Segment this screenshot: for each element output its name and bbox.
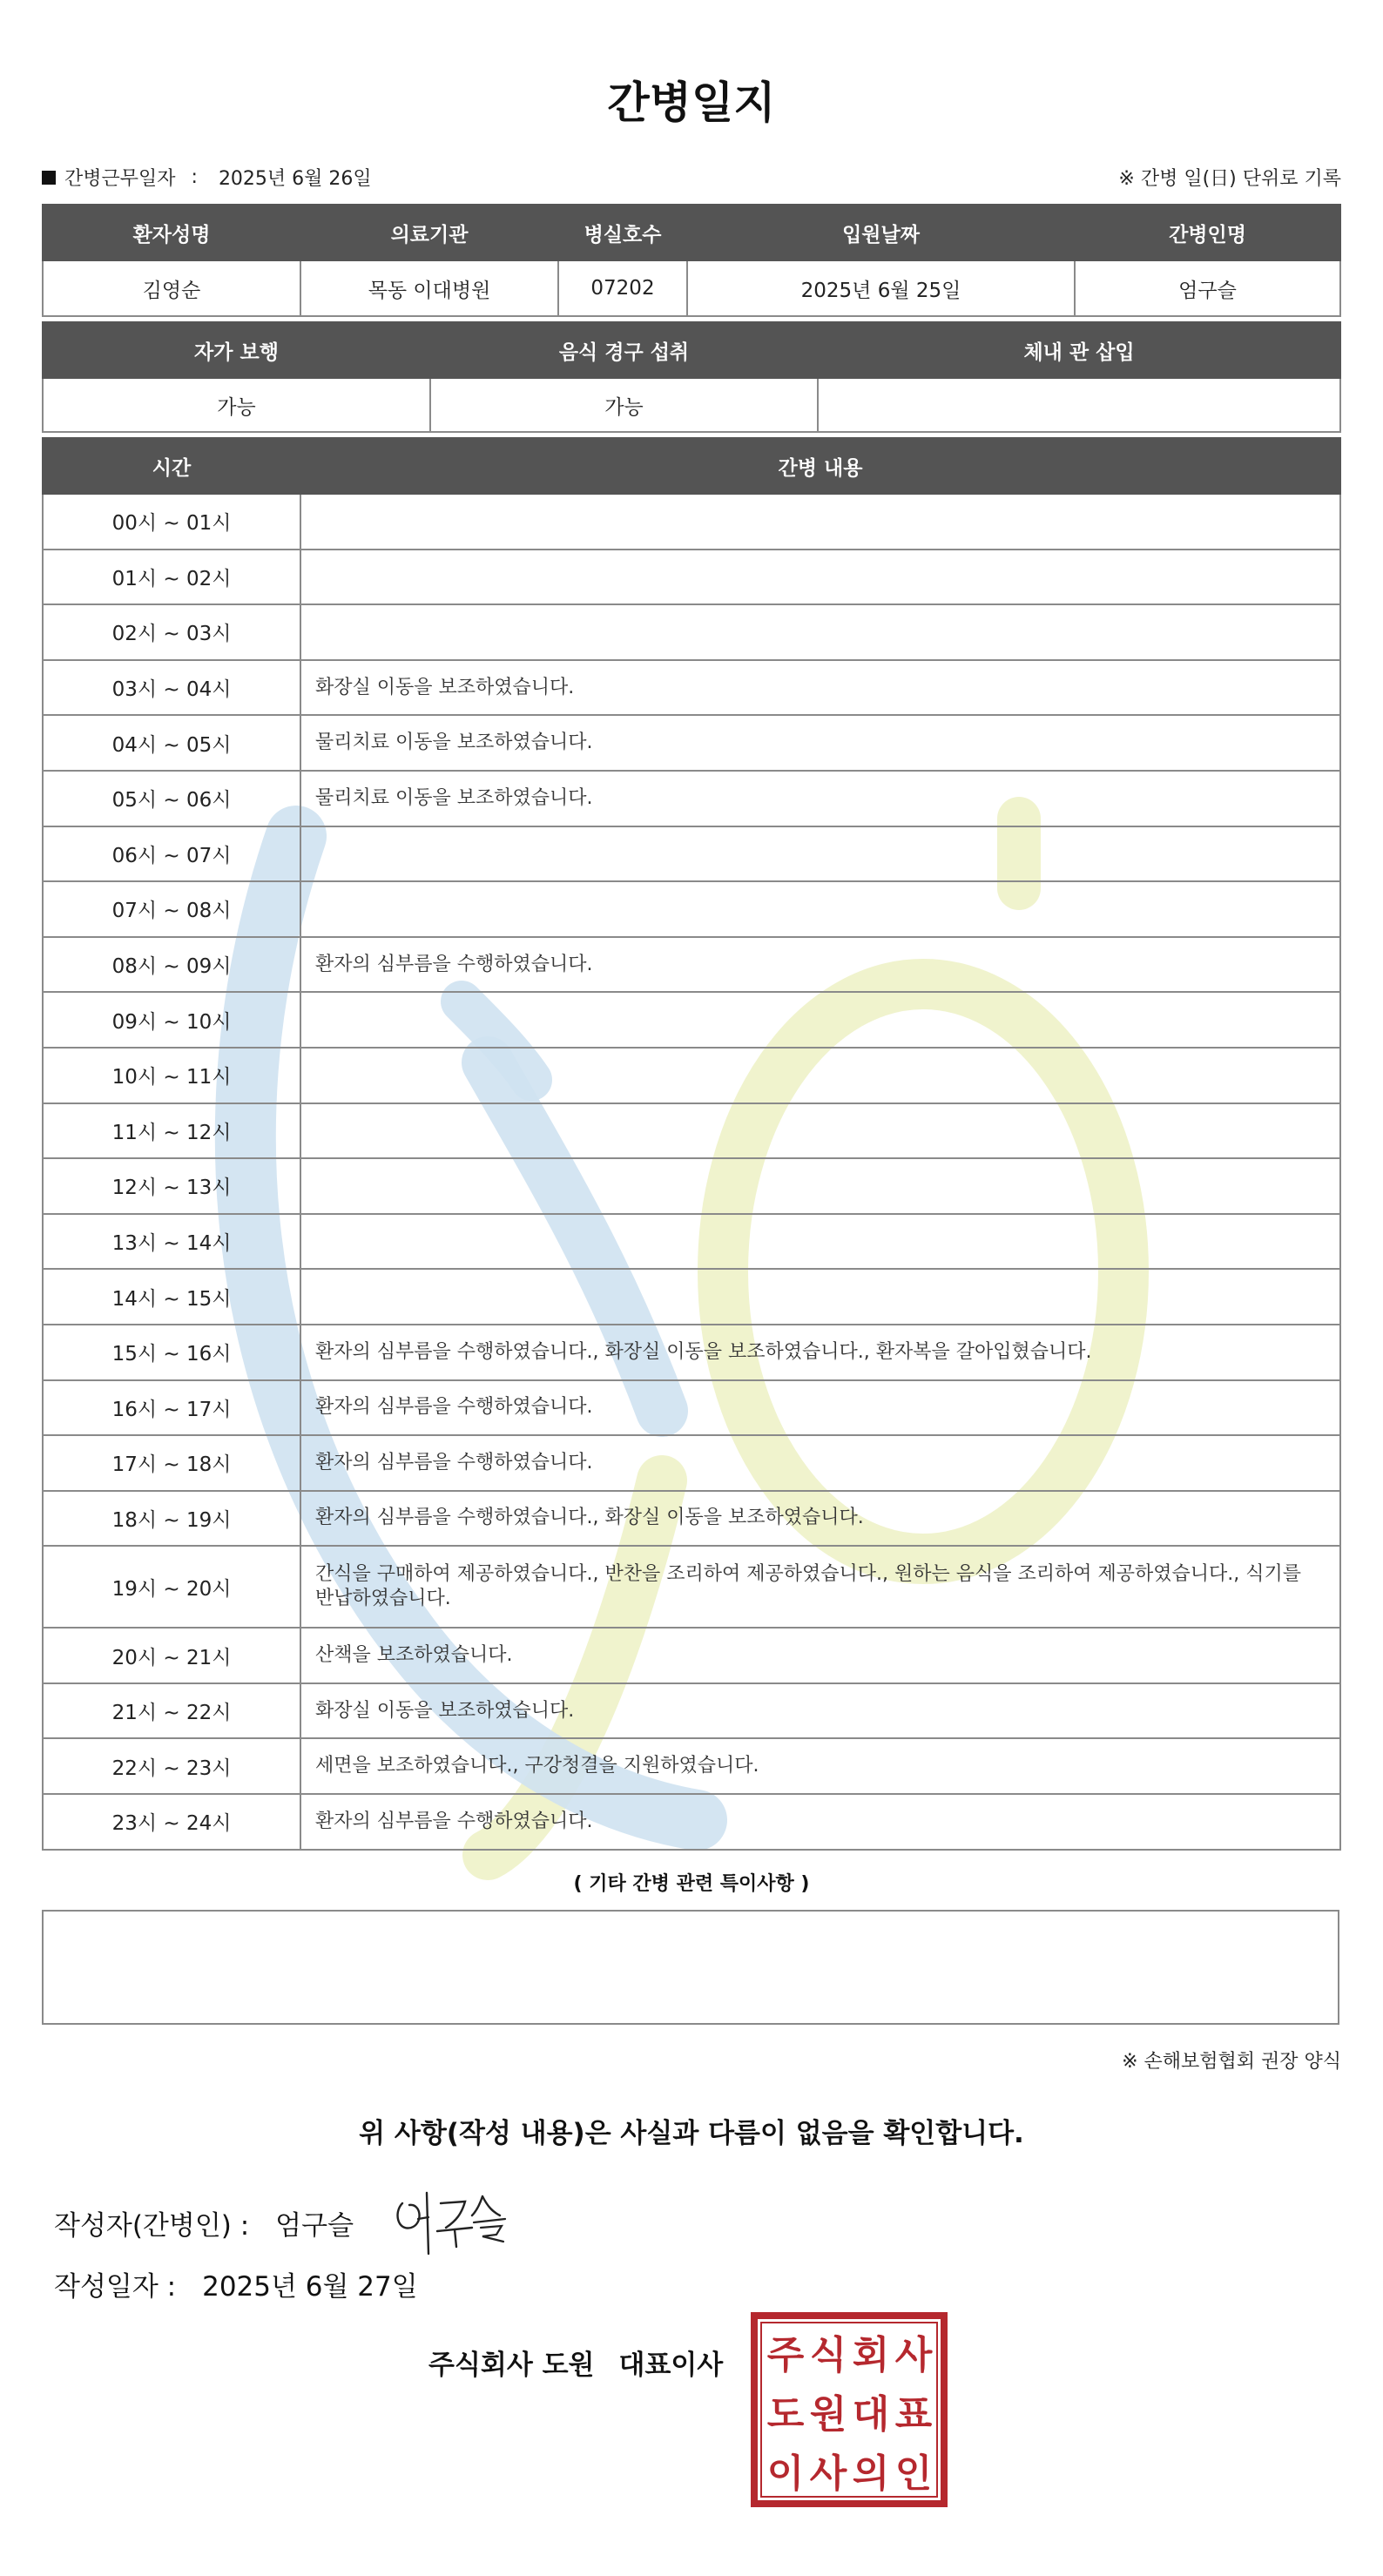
writer-name: 엄구슬 [275, 2210, 354, 2242]
log-time: 05시 ~ 06시 [43, 771, 300, 826]
log-row [43, 494, 1340, 550]
log-time: 22시 ~ 23시 [43, 1738, 300, 1794]
log-time: 03시 ~ 04시 [43, 660, 300, 716]
svg-text:회: 회 [852, 2333, 890, 2377]
log-row [43, 1628, 1340, 1683]
svg-text:인: 인 [894, 2451, 933, 2496]
log-time: 11시 ~ 12시 [43, 1103, 300, 1159]
log-time: 21시 ~ 22시 [43, 1683, 300, 1739]
log-row [43, 1269, 1340, 1325]
log-content: 산책을 보조하였습니다. [300, 1628, 1340, 1683]
write-date-line [54, 2264, 418, 2303]
log-time: 02시 ~ 03시 [43, 604, 300, 660]
svg-text:의: 의 [852, 2451, 890, 2496]
header-room-number: 병실호수 [558, 205, 687, 260]
svg-text:표: 표 [894, 2392, 933, 2437]
svg-text:식: 식 [809, 2333, 847, 2377]
log-content [300, 1269, 1340, 1325]
log-row [43, 1158, 1340, 1214]
remarks-label: ( 기타 간병 관련 특이사항 ) [573, 1873, 810, 1895]
log-content: 환자의 심부름을 수행하였습니다., 화장실 이동을 보조하였습니다. [300, 1491, 1340, 1547]
log-time: 07시 ~ 08시 [43, 881, 300, 937]
log-row [43, 1214, 1340, 1270]
log-time: 16시 ~ 17시 [43, 1380, 300, 1436]
header-patient-name: 환자성명 [43, 205, 300, 260]
log-row [43, 771, 1340, 826]
log-row [43, 937, 1340, 993]
log-time: 18시 ~ 19시 [43, 1491, 300, 1547]
header-tube-insertion: 체내 관 삽입 [818, 322, 1340, 378]
log-content [300, 1048, 1340, 1103]
log-content: 세면을 보조하였습니다., 구강청결을 지원하였습니다. [300, 1738, 1340, 1794]
log-content [300, 1103, 1340, 1159]
svg-text:주: 주 [766, 2333, 805, 2377]
log-time: 08시 ~ 09시 [43, 937, 300, 993]
handwritten-signature [392, 2177, 540, 2256]
hospital-name: 목동 이대병원 [300, 260, 558, 316]
log-time: 10시 ~ 11시 [43, 1048, 300, 1103]
header-time: 시간 [43, 438, 300, 494]
log-row [43, 1738, 1340, 1794]
log-content [300, 604, 1340, 660]
tube-insertion-value [818, 378, 1340, 432]
caregiver-name: 엄구슬 [1075, 260, 1340, 316]
work-date-line [42, 164, 372, 191]
header-caregiver-name: 간병인명 [1075, 205, 1340, 260]
log-content: 환자의 심부름을 수행하였습니다. [300, 1380, 1340, 1436]
log-time: 09시 ~ 10시 [43, 992, 300, 1048]
header-admission-date: 입원날짜 [687, 205, 1075, 260]
log-row [43, 660, 1340, 716]
representative-title: 대표이사 [618, 2350, 724, 2381]
company-name: 주식회사 도원 [428, 2350, 595, 2381]
log-content: 물리치료 이동을 보조하였습니다. [300, 715, 1340, 771]
care-log-table [42, 437, 1341, 1851]
log-row [43, 1380, 1340, 1436]
room-number: 07202 [558, 260, 687, 316]
log-content: 물리치료 이동을 보조하였습니다. [300, 771, 1340, 826]
write-date-label: 작성일자 : [54, 2271, 177, 2303]
log-row [43, 604, 1340, 660]
self-walking-value: 가능 [43, 378, 430, 432]
log-row [43, 1435, 1340, 1491]
patient-info-table [42, 204, 1341, 317]
log-time: 12시 ~ 13시 [43, 1158, 300, 1214]
header-self-walking: 자가 보행 [43, 322, 430, 378]
log-time: 13시 ~ 14시 [43, 1214, 300, 1270]
work-date-value: 2025년 6월 26일 [218, 168, 372, 190]
header-hospital: 의료기관 [300, 205, 558, 260]
log-row [43, 1683, 1340, 1739]
log-row [43, 1794, 1340, 1850]
svg-text:도: 도 [766, 2392, 805, 2437]
log-content [300, 494, 1340, 550]
log-content [300, 1214, 1340, 1270]
patient-name: 김영순 [43, 260, 300, 316]
log-row [43, 1325, 1340, 1380]
header-care-content: 간병 내용 [300, 438, 1340, 494]
log-time: 04시 ~ 05시 [43, 715, 300, 771]
log-row [43, 1546, 1340, 1628]
square-bullet-icon [42, 171, 56, 185]
write-date-value: 2025년 6월 27일 [202, 2271, 418, 2303]
care-log-rows [43, 494, 1340, 1850]
log-content [300, 1158, 1340, 1214]
log-row [43, 881, 1340, 937]
log-content: 환자의 심부름을 수행하였습니다., 화장실 이동을 보조하였습니다., 환자복을 갈아입혔습니다. [300, 1325, 1340, 1380]
log-row [43, 1491, 1340, 1547]
log-content: 환자의 심부름을 수행하였습니다. [300, 1794, 1340, 1850]
record-unit-note: ※ 간병 일(日) 단위로 기록 [1118, 168, 1341, 190]
log-time: 01시 ~ 02시 [43, 550, 300, 605]
remarks-box [42, 1910, 1339, 2025]
log-time: 00시 ~ 01시 [43, 494, 300, 550]
log-content: 간식을 구매하여 제공하였습니다., 반찬을 조리하여 제공하였습니다., 원하는 음식을 조리하여 제공하였습니다., 식기를 반납하였습니다. [300, 1546, 1340, 1628]
log-content: 환자의 심부름을 수행하였습니다. [300, 937, 1340, 993]
log-content [300, 826, 1340, 882]
log-content: 화장실 이동을 보조하였습니다. [300, 660, 1340, 716]
writer-line [54, 2203, 354, 2242]
log-time: 19시 ~ 20시 [43, 1546, 300, 1628]
log-time: 20시 ~ 21시 [43, 1628, 300, 1683]
svg-text:원: 원 [809, 2392, 847, 2437]
header-oral-intake: 음식 경구 섭취 [430, 322, 818, 378]
page-title: 간병일지 [607, 78, 776, 128]
log-time: 23시 ~ 24시 [43, 1794, 300, 1850]
log-content: 화장실 이동을 보조하였습니다. [300, 1683, 1340, 1739]
log-row [43, 826, 1340, 882]
work-date-colon: : [191, 166, 198, 188]
log-time: 17시 ~ 18시 [43, 1435, 300, 1491]
recommend-note: ※ 손해보험협회 권장 양식 [1122, 2051, 1341, 2073]
log-row [43, 1103, 1340, 1159]
admission-date: 2025년 6월 25일 [687, 260, 1075, 316]
svg-text:사: 사 [894, 2333, 933, 2377]
oral-intake-value: 가능 [430, 378, 818, 432]
confirmation-statement: 위 사항(작성 내용)은 사실과 다름이 없음을 확인합니다. [359, 2118, 1024, 2149]
svg-text:대: 대 [852, 2392, 890, 2437]
svg-text:사: 사 [809, 2451, 847, 2496]
log-row [43, 715, 1340, 771]
log-content [300, 550, 1340, 605]
log-time: 15시 ~ 16시 [43, 1325, 300, 1380]
log-content [300, 992, 1340, 1048]
log-content [300, 881, 1340, 937]
log-row [43, 992, 1340, 1048]
log-row [43, 1048, 1340, 1103]
company-line [428, 2343, 723, 2382]
patient-status-table [42, 321, 1341, 433]
writer-label: 작성자(간병인) : [54, 2210, 250, 2242]
log-time: 14시 ~ 15시 [43, 1269, 300, 1325]
svg-text:이: 이 [766, 2451, 805, 2496]
log-time: 06시 ~ 07시 [43, 826, 300, 882]
log-row [43, 550, 1340, 605]
log-content: 환자의 심부름을 수행하였습니다. [300, 1435, 1340, 1491]
company-seal-stamp [751, 2312, 948, 2507]
work-date-label: 간병근무일자 [64, 168, 176, 190]
